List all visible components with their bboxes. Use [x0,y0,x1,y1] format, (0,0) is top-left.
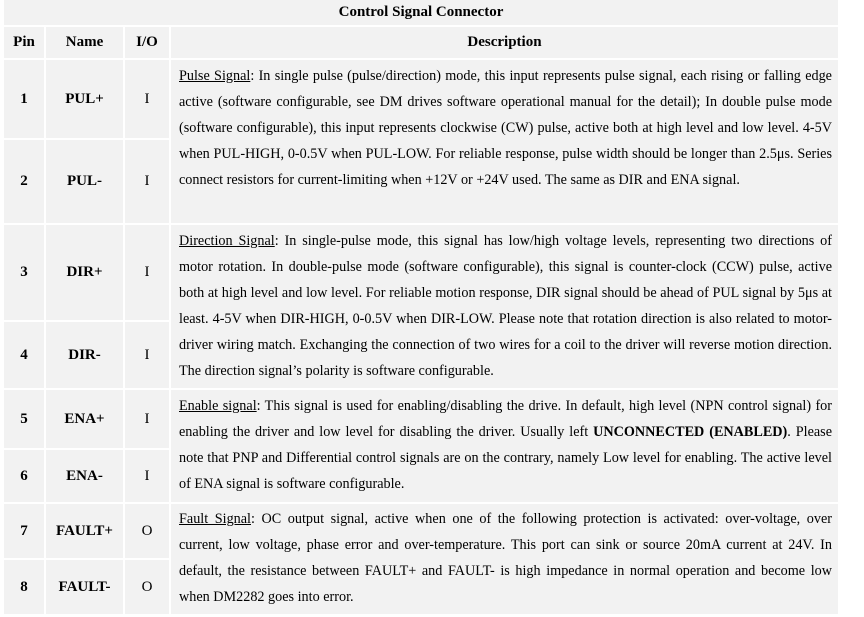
description-lead: Pulse Signal [179,68,251,84]
row-1-pin: 1 [4,60,44,138]
row-3-io: I [125,225,169,320]
description-text: : This signal is used for enabling/disabling the drive. In default, high level (NPN control signal) for enabling the driver and low level for disabling the driver. Usually left [179,398,832,440]
row-6-io: I [125,450,169,502]
row-2-io: I [125,140,169,223]
header-pin: Pin [4,27,44,58]
row-7-io: O [125,504,169,558]
header-name: Name [46,27,123,58]
row-6-pin: 6 [4,450,44,502]
description-text: : OC output signal, active when one of the following protection is activated: over-voltage, over current, low voltage, phase error and over-temperature. This port can sink or source 20mA current at 24V. In default, the resistance between FAULT+ and FAULT- is high impedance in normal operation and become low when DM2282 goes into error. [179,511,832,605]
row-7-name: FAULT+ [46,504,123,558]
header-description: Description [171,27,838,58]
row-5-name: ENA+ [46,390,123,448]
description-emphasis: UNCONNECTED (ENABLED) [593,424,788,440]
row-4-io: I [125,322,169,388]
description-text: : In single-pulse mode, this signal has low/high voltage levels, representing two directions of motor rotation. In double-pulse mode (software configurable), this signal is counter-clock (CCW) pulse, active both at high level and low level. For reliable motion response, DIR signal should be ahead of PUL signal by 5μs at least. 4-5V when DIR-HIGH, 0-0.5V when DIR-LOW. Please note that rotation direction is also related to motor-driver wiring match. Exchanging the connection of two wires for a coil to the driver will reverse motion direction. The direction signal’s polarity is software configurable. [179,233,832,379]
row-6-name: ENA- [46,450,123,502]
row-4-pin: 4 [4,322,44,388]
row-3-pin: 3 [4,225,44,320]
row-1-io: I [125,60,169,138]
description-lead: Fault Signal [179,511,251,527]
row-8-pin: 8 [4,560,44,614]
row-8-io: O [125,560,169,614]
description-fault-signal [171,504,838,614]
row-8-name: FAULT- [46,560,123,614]
row-3-name: DIR+ [46,225,123,320]
row-1-name: PUL+ [46,60,123,138]
row-2-name: PUL- [46,140,123,223]
description-pulse-signal [171,60,838,223]
description-lead: Direction Signal [179,233,275,249]
table-title: Control Signal Connector [4,0,838,25]
description-enable-signal [171,390,838,502]
row-4-name: DIR- [46,322,123,388]
description-text-after: . Please note that PNP and Differential control signals are on the contrary, namely Low level for enabling. The active level of ENA signal is software configurable. [179,424,832,492]
description-direction-signal [171,225,838,388]
row-5-pin: 5 [4,390,44,448]
control-signal-connector-table [4,0,838,614]
row-5-io: I [125,390,169,448]
row-2-pin: 2 [4,140,44,223]
description-text: : In single pulse (pulse/direction) mode, this input represents pulse signal, each rising or falling edge active (software configurable, see DM drives software operational manual for the detail); In double pulse mode (software configurable), this input represents clockwise (CW) pulse, active both at high level and low level. 4-5V when PUL-HIGH, 0-0.5V when PUL-LOW. For reliable response, pulse width should be longer than 2.5μs. Series connect resistors for current-limiting when +12V or +24V used. The same as DIR and ENA signal. [179,68,832,188]
header-io: I/O [125,27,169,58]
description-lead: Enable signal [179,398,257,414]
row-7-pin: 7 [4,504,44,558]
